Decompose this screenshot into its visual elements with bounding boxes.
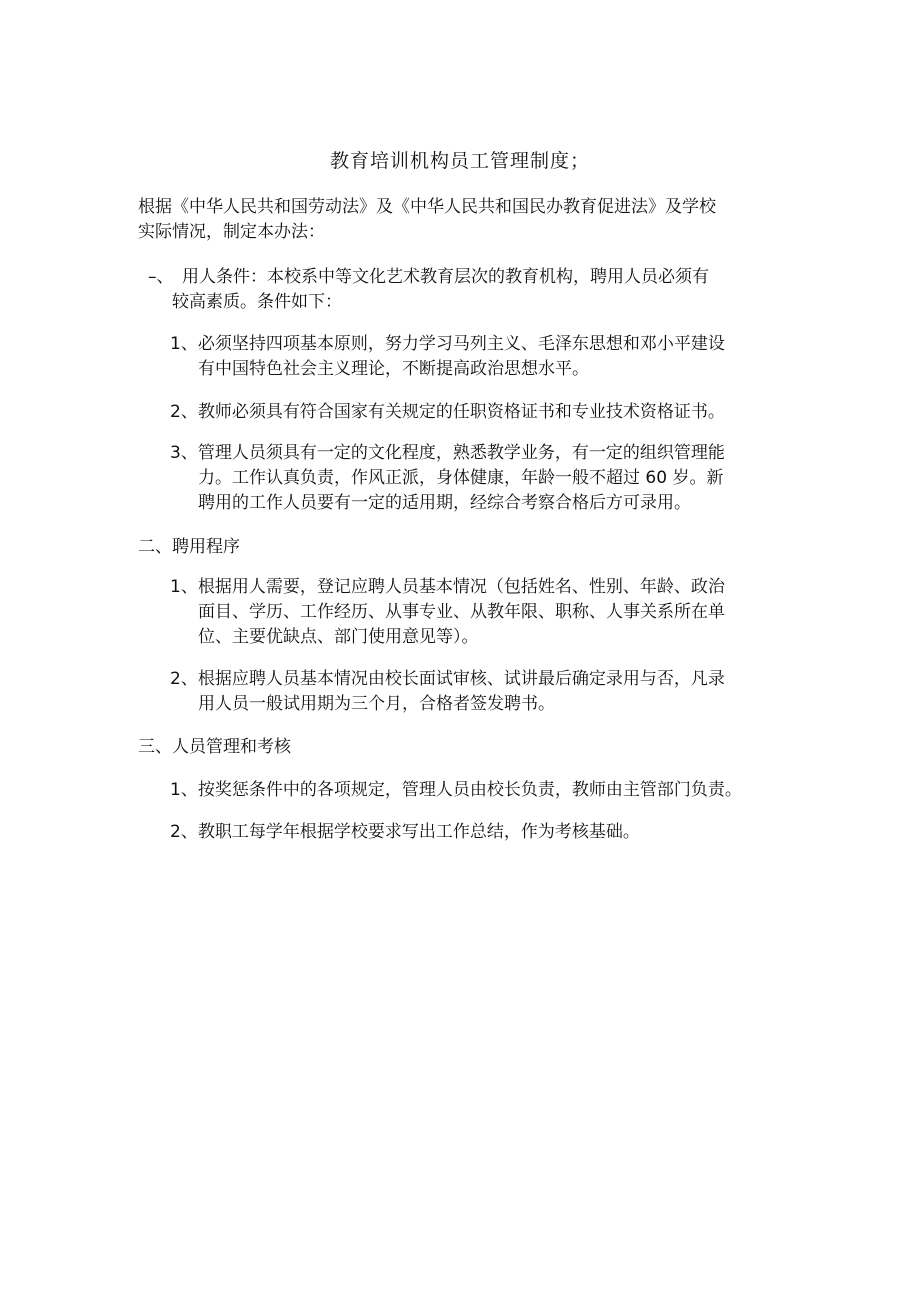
- item-line: 有中国特色社会主义理论，不断提高政治思想水平。: [198, 359, 589, 379]
- intro-paragraph: [138, 195, 716, 245]
- item-line: 2、教职工每学年根据学校要求写出工作总结，作为考核基础。: [170, 822, 640, 842]
- item-line: 面目、学历、工作经历、从事专业、从教年限、职称、人事关系所在单: [198, 602, 725, 622]
- document-title: 教育培训机构员工管理制度；: [329, 150, 590, 172]
- section-3-heading: [138, 735, 291, 760]
- item-line: 位、主要优缺点、部门使用意见等）。: [198, 627, 479, 647]
- item-line: 力。工作认真负责，作风正派，身体健康，年龄一般不超过 60 岁。新: [198, 468, 724, 488]
- item-line: 2、教师必须具有符合国家有关规定的任职资格证书和专业技术资格证书。: [170, 402, 725, 422]
- section-3-item-1: [170, 778, 742, 803]
- heading-line: 二、聘用程序: [138, 537, 240, 557]
- section-1-item-2: [170, 400, 725, 425]
- intro-line: 根据《中华人民共和国劳动法》及《中华人民共和国民办教育促进法》及学校: [138, 197, 716, 217]
- intro-line: 实际情况，制定本办法：: [138, 222, 325, 242]
- section-1-heading: [148, 265, 709, 315]
- section-1-item-1: [170, 332, 725, 382]
- item-line: 2、根据应聘人员基本情况由校长面试审核、试讲最后确定录用与否，凡录: [170, 669, 725, 689]
- item-line: 用人员一般试用期为三个月，合格者签发聘书。: [198, 694, 555, 714]
- heading-line: 较高素质。条件如下：: [172, 292, 342, 312]
- item-line: 聘用的工作人员要有一定的适用期，经综合考察合格后方可录用。: [198, 493, 691, 513]
- section-1-item-3: [170, 441, 725, 516]
- heading-line: –、 用人条件：本校系中等文化艺术教育层次的教育机构，聘用人员必须有: [148, 267, 709, 287]
- section-3-item-2: [170, 820, 640, 845]
- section-2-item-2: [170, 667, 725, 717]
- section-2-item-1: [170, 575, 725, 650]
- item-line: 1、按奖惩条件中的各项规定，管理人员由校长负责，教师由主管部门负责。: [170, 780, 742, 800]
- section-2-heading: [138, 535, 240, 560]
- heading-line: 三、人员管理和考核: [138, 737, 291, 757]
- item-line: 1、根据用人需要，登记应聘人员基本情况（包括姓名、性别、年龄、政治: [170, 577, 725, 597]
- item-line: 1、必须坚持四项基本原则，努力学习马列主义、毛泽东思想和邓小平建设: [170, 334, 725, 354]
- item-line: 3、管理人员须具有一定的文化程度，熟悉教学业务，有一定的组织管理能: [170, 443, 725, 463]
